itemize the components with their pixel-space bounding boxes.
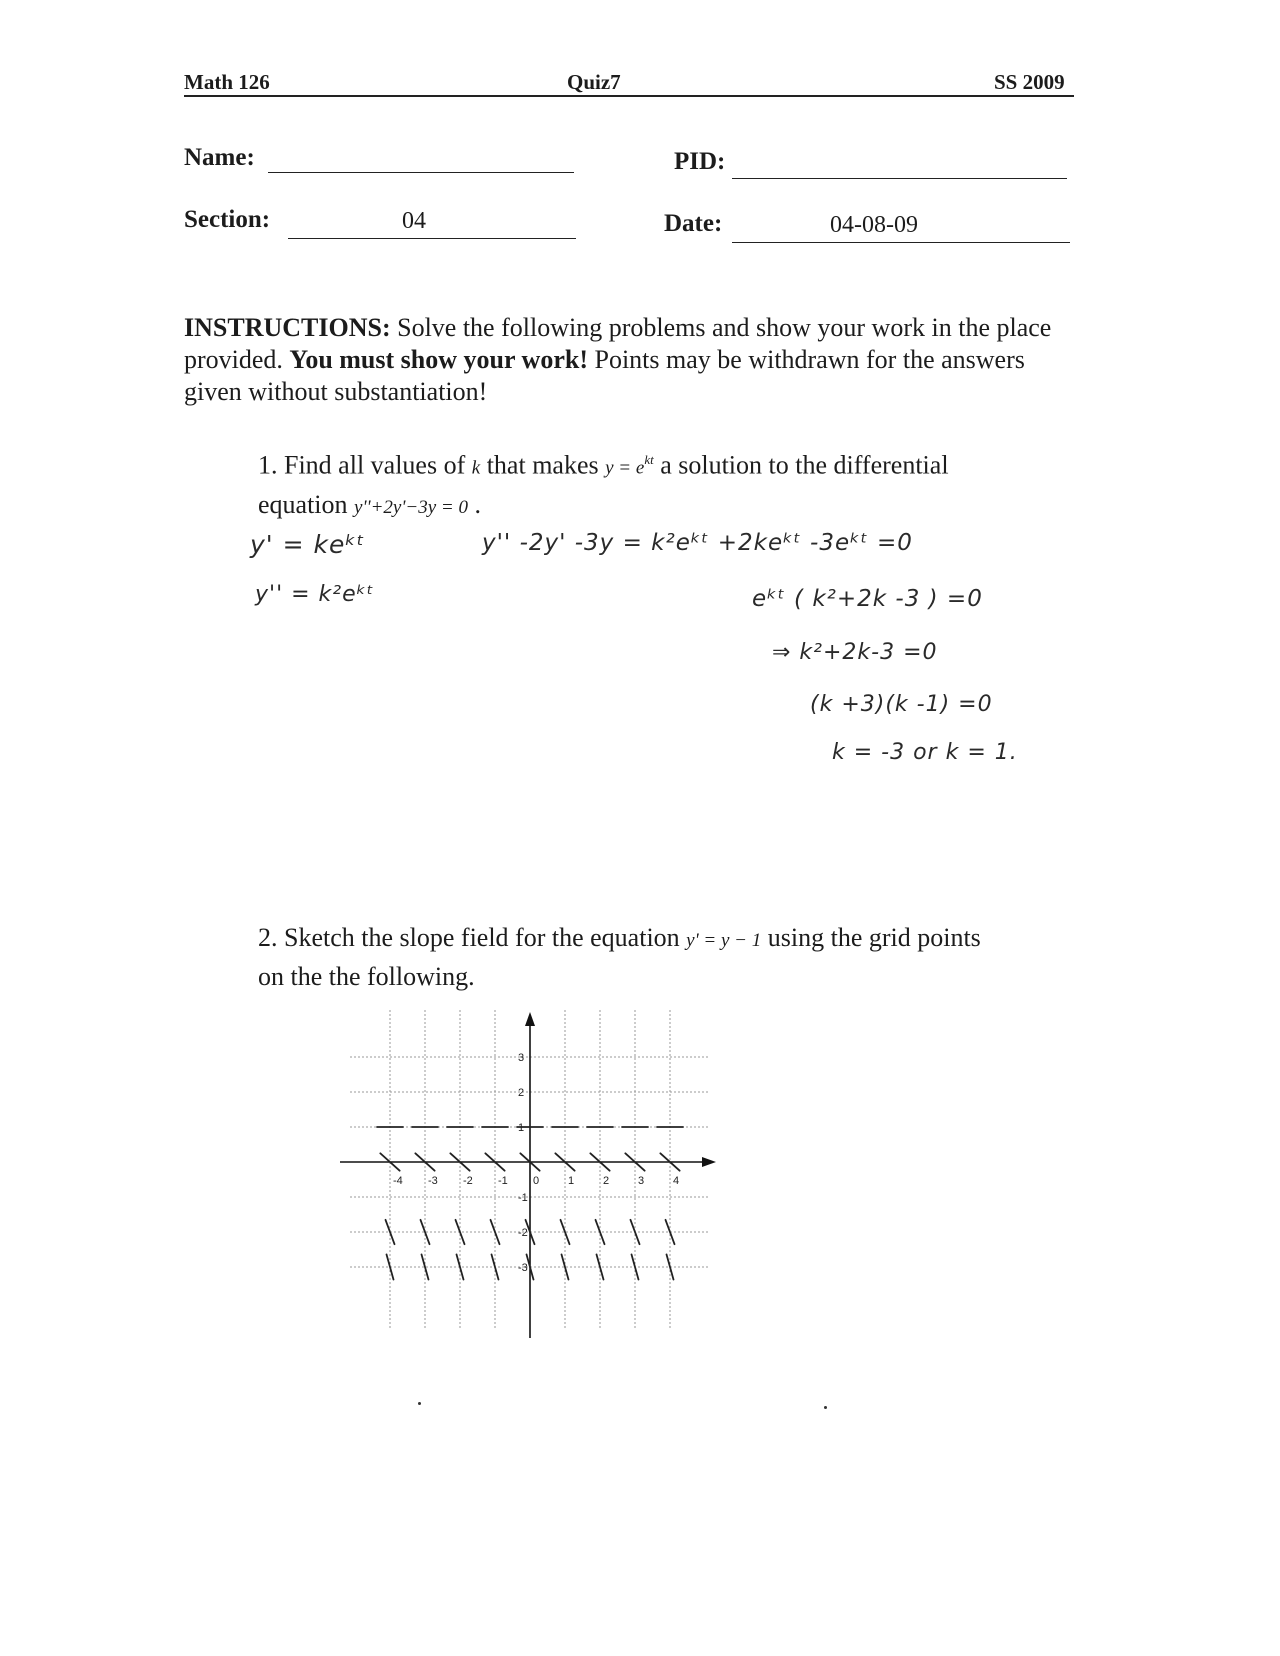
name-field[interactable] bbox=[268, 172, 574, 173]
quiz-title: Quiz7 bbox=[567, 70, 621, 94]
y-axis-arrow bbox=[525, 1012, 535, 1026]
y-tick-label: 2 bbox=[518, 1087, 525, 1099]
slope-field-grid bbox=[340, 1010, 720, 1340]
instructions bbox=[184, 312, 1084, 408]
x-tick-label: 2 bbox=[603, 1175, 610, 1187]
x-tick-label: 4 bbox=[673, 1175, 680, 1187]
problem-1-line-1 bbox=[258, 442, 1088, 487]
problem-2-line-2: on the the following. bbox=[258, 962, 475, 991]
instructions-lead: INSTRUCTIONS: bbox=[184, 313, 391, 342]
x-tick-label: -1 bbox=[498, 1175, 508, 1187]
instructions-emphasis: You must show your work! bbox=[289, 345, 588, 374]
y-tick-label: -3 bbox=[518, 1262, 528, 1274]
date-field[interactable] bbox=[732, 242, 1070, 243]
problem-2-equation: y' = y − 1 bbox=[686, 930, 762, 951]
problem-1-k: k bbox=[471, 457, 481, 479]
problem-1-exponent: kt bbox=[644, 452, 654, 467]
x-axis-arrow bbox=[702, 1157, 716, 1167]
y-tick-label: -2 bbox=[518, 1227, 528, 1239]
x-tick-label: -2 bbox=[463, 1175, 473, 1187]
x-tick-label: 3 bbox=[638, 1175, 645, 1187]
problem-2 bbox=[258, 920, 1088, 995]
problem-2-line-1 bbox=[258, 920, 1088, 959]
problem-1-line-2-prefix: equation bbox=[258, 489, 355, 519]
y-tick-label: 3 bbox=[518, 1052, 525, 1064]
pid-field[interactable] bbox=[732, 178, 1067, 179]
work-step-solution: k = -3 or k = 1. bbox=[832, 740, 1018, 765]
problem-1-function: y = e bbox=[605, 457, 645, 479]
x-tick-label: -4 bbox=[393, 1175, 403, 1187]
date-value: 04-08-09 bbox=[830, 212, 918, 238]
work-derivative-2: y'' = k²eᵏᵗ bbox=[255, 582, 375, 607]
problem-2-suffix: using the grid points bbox=[761, 923, 981, 952]
work-substitution: y'' -2y' -3y = k²eᵏᵗ +2keᵏᵗ -3eᵏᵗ =0 bbox=[482, 530, 913, 556]
y-tick-label: -1 bbox=[518, 1192, 528, 1204]
section-value: 04 bbox=[402, 208, 426, 234]
course-title: Math 126 bbox=[184, 70, 270, 94]
name-label: Name: bbox=[184, 144, 255, 171]
work-step-quadratic: ⇒ k²+2k-3 =0 bbox=[772, 640, 938, 665]
problem-1-prefix: 1. Find all values of bbox=[258, 450, 472, 480]
x-tick-label: 0 bbox=[533, 1175, 540, 1187]
section-label: Section: bbox=[184, 206, 271, 233]
section-field[interactable] bbox=[288, 238, 576, 239]
scan-speck bbox=[824, 1406, 827, 1409]
work-step-factor-out: eᵏᵗ ( k²+2k -3 ) =0 bbox=[752, 586, 983, 612]
x-tick-label: -3 bbox=[428, 1175, 438, 1187]
term-label: SS 2009 bbox=[994, 70, 1065, 94]
problem-1-suffix: a solution to the differential bbox=[653, 450, 949, 480]
problem-1-mid: that makes bbox=[480, 450, 606, 480]
problem-1-line-2 bbox=[258, 487, 1088, 526]
header-rule bbox=[184, 95, 1074, 97]
y-tick-label: 1 bbox=[518, 1122, 525, 1134]
instructions-text-2: Points may be withdrawn for the answers given without substantiation! bbox=[184, 345, 1025, 406]
work-step-factored: (k +3)(k -1) =0 bbox=[810, 692, 993, 717]
problem-1 bbox=[258, 442, 1088, 526]
scan-speck bbox=[418, 1402, 421, 1405]
work-derivative-1: y' = keᵏᵗ bbox=[250, 530, 366, 559]
problem-2-prefix: 2. Sketch the slope field for the equation bbox=[258, 923, 687, 952]
instructions-text-1: Solve the following problems and show your work in the place provided. bbox=[184, 313, 1052, 374]
x-tick-label: 1 bbox=[568, 1175, 575, 1187]
pid-label: PID: bbox=[674, 148, 726, 175]
date-label: Date: bbox=[664, 210, 723, 237]
problem-1-line-2-suffix: . bbox=[468, 489, 481, 519]
problem-1-equation: y''+2y'−3y = 0 bbox=[354, 496, 468, 518]
